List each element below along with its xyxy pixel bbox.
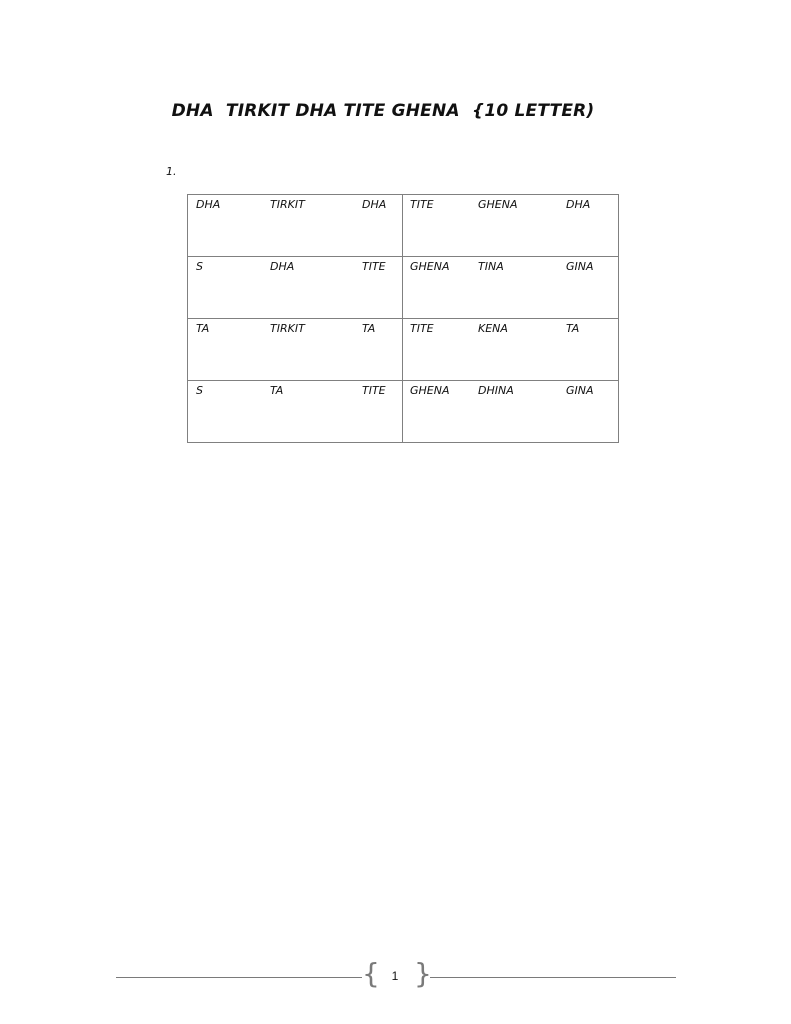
bol-syllable: GINA [566, 260, 594, 273]
page-footer [0, 958, 791, 998]
table-cell [403, 319, 618, 381]
bol-table [187, 194, 619, 443]
left-brace-ornament: { [362, 957, 380, 990]
table-cell [403, 257, 618, 319]
bol-syllable: GHENA [410, 260, 450, 273]
bol-syllable: TIRKIT [270, 322, 305, 335]
bol-syllable: GINA [566, 384, 594, 397]
bol-syllable: DHINA [478, 384, 514, 397]
bol-syllable: TINA [478, 260, 504, 273]
table-cell [403, 195, 618, 257]
table-cell [403, 381, 618, 442]
bol-syllable: DHA [196, 198, 221, 211]
footer-rule-left [116, 977, 362, 978]
table-cell [188, 319, 403, 381]
table-cell [188, 381, 403, 442]
bol-syllable: GHENA [478, 198, 518, 211]
bol-syllable: TA [362, 322, 376, 335]
bol-syllable: DHA [362, 198, 387, 211]
bol-syllable: KENA [478, 322, 508, 335]
bol-syllable: S [196, 260, 203, 273]
page-number: 1 [391, 969, 399, 983]
bol-syllable: TITE [410, 198, 434, 211]
bol-syllable: DHA [270, 260, 295, 273]
right-brace-ornament: } [414, 957, 432, 990]
item-number: 1. [166, 165, 177, 178]
footer-rule-right [430, 977, 676, 978]
bol-syllable: TA [196, 322, 210, 335]
bol-syllable: TITE [410, 322, 434, 335]
bol-syllable: DHA [566, 198, 591, 211]
table-cell [188, 257, 403, 319]
bol-syllable: S [196, 384, 203, 397]
bol-syllable: TA [270, 384, 284, 397]
bol-syllable: TA [566, 322, 580, 335]
table-cell [188, 195, 403, 257]
document-title: DHA TIRKIT DHA TITE GHENA {10 LETTER) [171, 101, 595, 121]
bol-syllable: TITE [362, 384, 386, 397]
bol-syllable: GHENA [410, 384, 450, 397]
bol-syllable: TITE [362, 260, 386, 273]
bol-syllable: TIRKIT [270, 198, 305, 211]
